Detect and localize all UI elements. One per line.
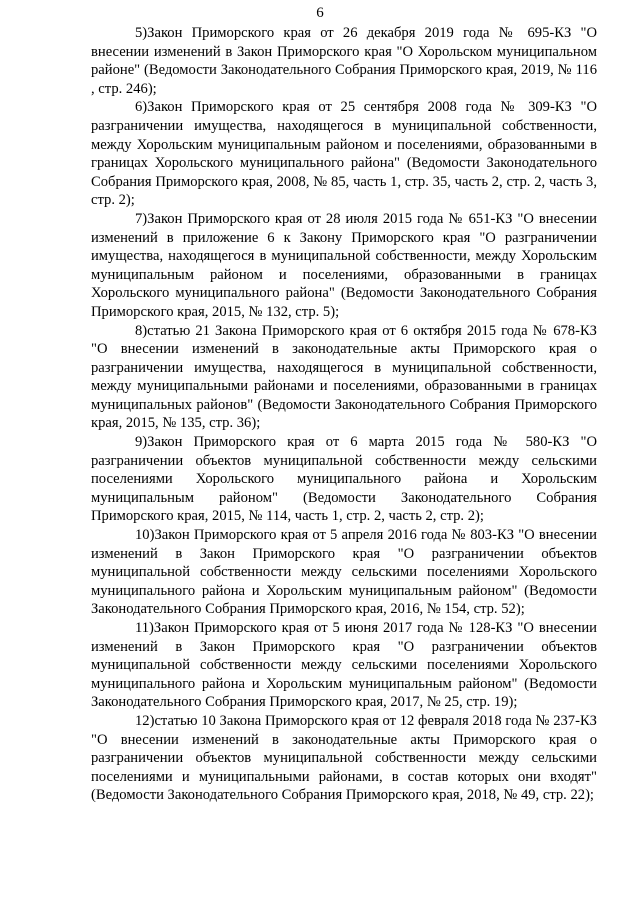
document-body [91, 24, 597, 805]
paragraph-law-8: 8)статью 21 Закона Приморского края от 6 октября 2015 года № 678-КЗ "О внесении изменений в законодательные акты Приморского края о разграничении имущества, находящегося в муниципальной собственности, между муниципальными районами и поселениями, образованными в границах муниципальных районов" (Ведомости Законодательного Собрания Приморского края, 2015, № 135, стр. 36); [91, 322, 597, 432]
paragraph-law-5: 5)Закон Приморского края от 26 декабря 2019 года № 695-КЗ "О внесении изменений в Закон Приморского края "О Хорольском муниципальном районе" (Ведомости Законодательного Собрания Приморского края, 2019, № 116 , стр. 246); [91, 25, 597, 97]
paragraph-law-7: 7)Закон Приморского края от 28 июля 2015 года № 651-КЗ "О внесении изменений в приложение 6 к Закону Приморского края "О разграничении имущества, находящегося в муниципальной собственности, между Хорольским муниципальным районом и поселениями, образованными в границах Хорольского муниципального района" (Ведомости Законодательного Собрания Приморского края, 2015, № 132, стр. 5); [91, 210, 597, 320]
paragraph-law-12: 12)статью 10 Закона Приморского края от 12 февраля 2018 года № 237-КЗ "О внесении изменений в законодательные акты Приморского края о разграничении объектов муниципальной собственности между сельскими поселениями и муниципальными районами, в состав которых они входят" (Ведомости Законодательного Собрания Приморского края, 2018, № 49, стр. 22); [91, 712, 597, 804]
paragraph-law-9: 9)Закон Приморского края от 6 марта 2015 года № 580-КЗ "О разграничении объектов муниципальной собственности между сельскими поселениями Хорольского муниципального района и Хорольским муниципальным районом" (Ведомости Законодательного Собрания Приморского края, 2015, № 114, часть 1, стр. 2, часть 2, стр. 2); [91, 434, 597, 525]
paragraph-law-10: 10)Закон Приморского края от 5 апреля 2016 года № 803-КЗ "О внесении изменений в Закон Приморского края "О разграничении объектов муниципальной собственности между сельскими поселениями Хорольского муниципального района и Хорольским муниципальным районом" (Ведомости Законодательного Собрания Приморского края, 2016, № 154, стр. 52); [91, 527, 597, 618]
page-number: 6 [316, 5, 324, 21]
paragraph-law-11: 11)Закон Приморского края от 5 июня 2017 года № 128-КЗ "О внесении изменений в Закон Приморского края "О разграничении объектов муниципальной собственности между сельскими поселениями Хорольского муниципального района и Хорольским муниципальным районом" (Ведомости Законодательного Собрания Приморского края, 2017, № 25, стр. 19); [91, 620, 597, 711]
paragraph-law-6: 6)Закон Приморского края от 25 сентября 2008 года № 309-КЗ "О разграничении имущества, находящегося в муниципальной собственности, между Хорольским муниципальным районом и поселениями, образованными в границах Хорольского муниципального района" (Ведомости Законодательного Собрания Приморского края, 2008, № 85, часть 1, стр. 35, часть 2, стр. 2, часть 3, стр. 2); [91, 99, 597, 209]
